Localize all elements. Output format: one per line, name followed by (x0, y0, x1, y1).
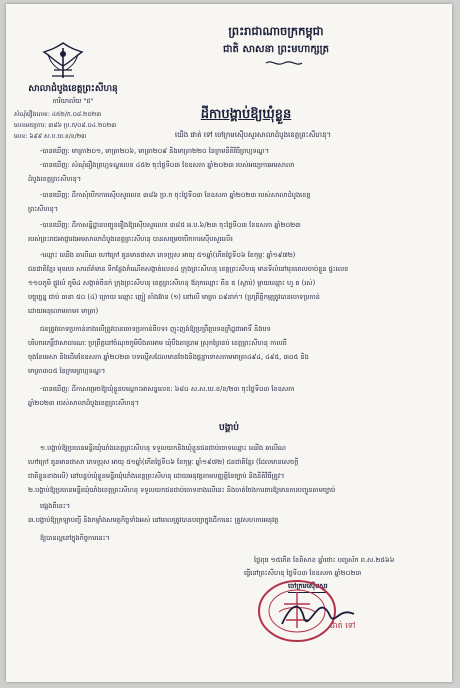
consideration-line: -បានឃើញ: ដីកាសម្រេចឱ្យឃុំខ្លួនបណ្តោះអាសន្នលេខ: ៦៨០ ស.ស.ឃ.ខ/ខ/២៣ ចុះថ្ងៃទី០៣ ខែឧសភា (40, 385, 295, 393)
consideration-line: ឆ្នាំ២០២៣ របស់សាលាដំបូងខេត្តព្រះសីហនុ។ (28, 399, 140, 407)
case-number: សំណុំរឿងលេខ: ៤៥២/ភ.០៨.២០២៣ (14, 111, 102, 118)
document-page (6, 4, 452, 682)
lunar-date: ថ្ងៃពុធ ១៥កើត ខែពិសាខ ឆ្នាំថោះ បញ្ចស័ក ព.ស.២៥៦៦ (254, 556, 395, 564)
judge-declaration: យើង ផាត់ ទៅ ចៅក្រមស៊ើបសួរសាលាដំបូងខេត្តព្រះសីហនុ។ (174, 131, 332, 139)
document-title: ដីកាបង្គាប់ឱ្យឃុំខ្លួន (200, 107, 292, 122)
solar-date: ធ្វើនៅព្រះសីហនុ ថ្ងៃទី០៣ ខែឧសភា ឆ្នាំ២០២៣ (244, 569, 362, 577)
order-line: ផ្សេងពីនេះ។ (40, 502, 71, 510)
judge-name: ផាត់ ទៅ (330, 621, 356, 630)
court-name: សាលាដំបូងខេត្តព្រះសីហនុ (28, 84, 118, 94)
consideration-line: បច្ចុប្បន្ន ជាប់ ធានា ៥០ (៤) ក្រោយ ឈ្មោះ ញៀ តាំងឆ៊ាន (១) នៅលើ មាត្រា ០៩នាក់។ (ប្រព្រឹត្តិកម្មត្រូវបានចោទប្រកាន់ (28, 293, 320, 301)
order-line: ហៅក្រៅ គូនមានផាសា ភេទប្រុស អាយុ ៥១ឆ្នាំ(កើតថ្ងៃទី០៦ ខែកុម្ភៈ ឆ្នាំ១៩៧២) ជនជាតិខ្មែរ (ដែលមានសេចក្តី (28, 458, 299, 466)
signer-title: ចៅក្រមស៊ើបសួរ (288, 582, 328, 593)
consideration-line: -បានឃើញ: ដីកាសន្និដ្ឋានបញ្ជូនរឿងឱ្យស៊ើបសួរលេខ ៣៨៥ អ.ប.៦/២៣ ចុះថ្ងៃទី០៣ ខែឧសភា ឆ្នាំ២០២៣ (40, 221, 301, 229)
kingdom-heading: ព្រះរាជាណាចក្រកម្ពុជា (228, 24, 324, 38)
order-line: ជាតិខ្លួនខាងលើ) នៅបន្ទប់ឃុំខ្លួនមន្ទីរឃុំឃាំងខេត្តព្រះសីហនុ ដោយអនុវត្តតាមបញ្ញត្តិនៃច្បាប់ និងនីតិវិធីត្រូវ។ (28, 472, 285, 480)
order-line: ១.បង្គាប់ឱ្យប្រធានមន្ទីរឃុំឃាំងខេត្តព្រះសីហនុ ទទួលយកនិងឃុំខ្លួនជនជាប់ចោទឈ្មោះ ឈើង ឆាលីណ (40, 444, 286, 452)
consideration-line: ដោយអនុលោមតាម៖ មាត្រា) (28, 307, 99, 315)
consideration-line: ជនជាតិខ្មែរ មុខរបរ សារព័ត៌មាន ទីកន្លែងកំណើតសង្កាត់លេខ៤ ក្រុងព្រះសីហនុ ខេត្តព្រះសីហនុ មានទីលំនៅមុនពេលចាប់ខ្លួន ផ្ទះលេខ (28, 265, 349, 273)
consideration-line: បរិហារកេរ្តិ៍ជាសាធារណៈ ប្រព្រឹត្តនៅចំណុចភូមិបឹងតាអាម ឃុំបឹងតាប្រាម ស្រុកព្រៃនប់ ខេត្តព្រះសីហនុ កាលពី (28, 339, 287, 347)
consideration-line: ចុងខែមេសា និងដើមខែឧសភា ឆ្នាំ២០២៣ បទល្មើសដែលមានចែងនិងផ្តន្ទាទោសតាមមាត្រា៤៩៤, ៤៩៥, ៣០៥ និង (28, 353, 309, 361)
ornament-divider-icon (264, 58, 304, 68)
consideration-line: មាត្រា៣០៥ នៃក្រមព្រហ្មទណ្ឌ។ (28, 367, 106, 375)
order-line: ៣.បង្គាប់ឱ្យក្រឡាបញ្ជី និងកម្លាំងសមត្ថកិច្ចទាំងអស់ នៅពេលត្រូវបានបញ្ជាក្នុងដីកានេះ ត្រូវសហការអនុវត្ត (28, 516, 279, 524)
consideration-line: -បានឃើញ: សំណុំរឿងព្រហ្មទណ្ឌលេខ ៤៥២ ចុះថ្ងៃទី០៣ ខែឧសភា ឆ្នាំ២០២៣ របស់អយ្យការអមសាលា (40, 161, 295, 169)
prosecution-number: លេខអយ្យការ: ៣៨៦ ប្រ.ក/០៨.០៤.២០២៣ (14, 122, 117, 129)
consideration-line: ដំបូងខេត្តព្រះសីហនុ។ (28, 175, 82, 183)
consideration-line: -ឈ្មោះ ឈើង ឆាលីណ ហៅក្រៅ គូនមានផាសា ភេទប្រុស អាយុ ៥១ឆ្នាំ(កើតថ្ងៃទី០៦ ខែកុម្ភៈ ឆ្នាំ១៩៧២) (40, 251, 296, 259)
consideration-line: ព្រះសីហនុ។ (28, 205, 59, 213)
consideration-line: ជនត្រូវចោទប្រកាន់ខាងលើត្រូវបានចោទប្រកាន់ពីបទ៖ ញុះញង់ឱ្យប្រព្រឹត្តបទឧក្រិដ្ឋជាអាទិ៍ និងបទ (40, 325, 271, 333)
clerk-number: លេខ: ៦៩៩ ស.ប.ឃ.ខ/ខ/២៣ (14, 133, 87, 140)
court-emblem-icon (40, 40, 86, 82)
order-line: ឱ្យបានល្អនៅក្នុងកិច្ចការនេះ។ (40, 534, 110, 542)
office-label: ការិយាល័យ "ជ" (52, 97, 94, 105)
consideration-line: -បានឃើញ: មាត្រា២០១, មាត្រា២០៦, មាត្រា២០៩ និងមាត្រា២២០ នៃក្រមនីតិវិធីព្រហ្មទណ្ឌ។ (40, 147, 270, 155)
consideration-line: ១១០ភូមិ ផ្លូវលំ ភូមិ៤ សង្កាត់ចិនក់ ក្រុងព្រះសីហនុ ខេត្តព្រះសីហនុ ឪពុកឈ្មោះ ពីន ឌ (ស្លាប់) ម្តាយឈ្មោះ ហួ ត (រស់) (28, 279, 316, 287)
order-line: ២.បង្គាប់ឱ្យប្រធានមន្ទីរឃុំឃាំងខេត្តព្រះសីហនុ ទទួលយកជនជាប់ចោទខាងលើនេះ និងចាត់ចែងការពារឱ្យមានការបញ្ជូនតាមច្បាប់ (28, 486, 336, 494)
order-heading: បង្គាប់ (219, 423, 239, 433)
consideration-line: របស់ព្រះរាជអាជ្ញារងអមសាលាដំបូងខេត្តព្រះសីហនុ បានសម្រេចបើកការស៊ើបសួរលើ៖ (28, 235, 234, 243)
consideration-line: -បានឃើញ: ដីកាសុំបើកការស៊ើបសួរលេខ ៣៨៦ ប្រ.ក ចុះថ្ងៃទី០៣ ខែឧសភា ឆ្នាំ២០២៣ របស់សាលាដំបូងខេត្ត (40, 191, 311, 199)
national-motto: ជាតិ សាសនា ព្រះមហាក្សត្រ (223, 44, 329, 55)
